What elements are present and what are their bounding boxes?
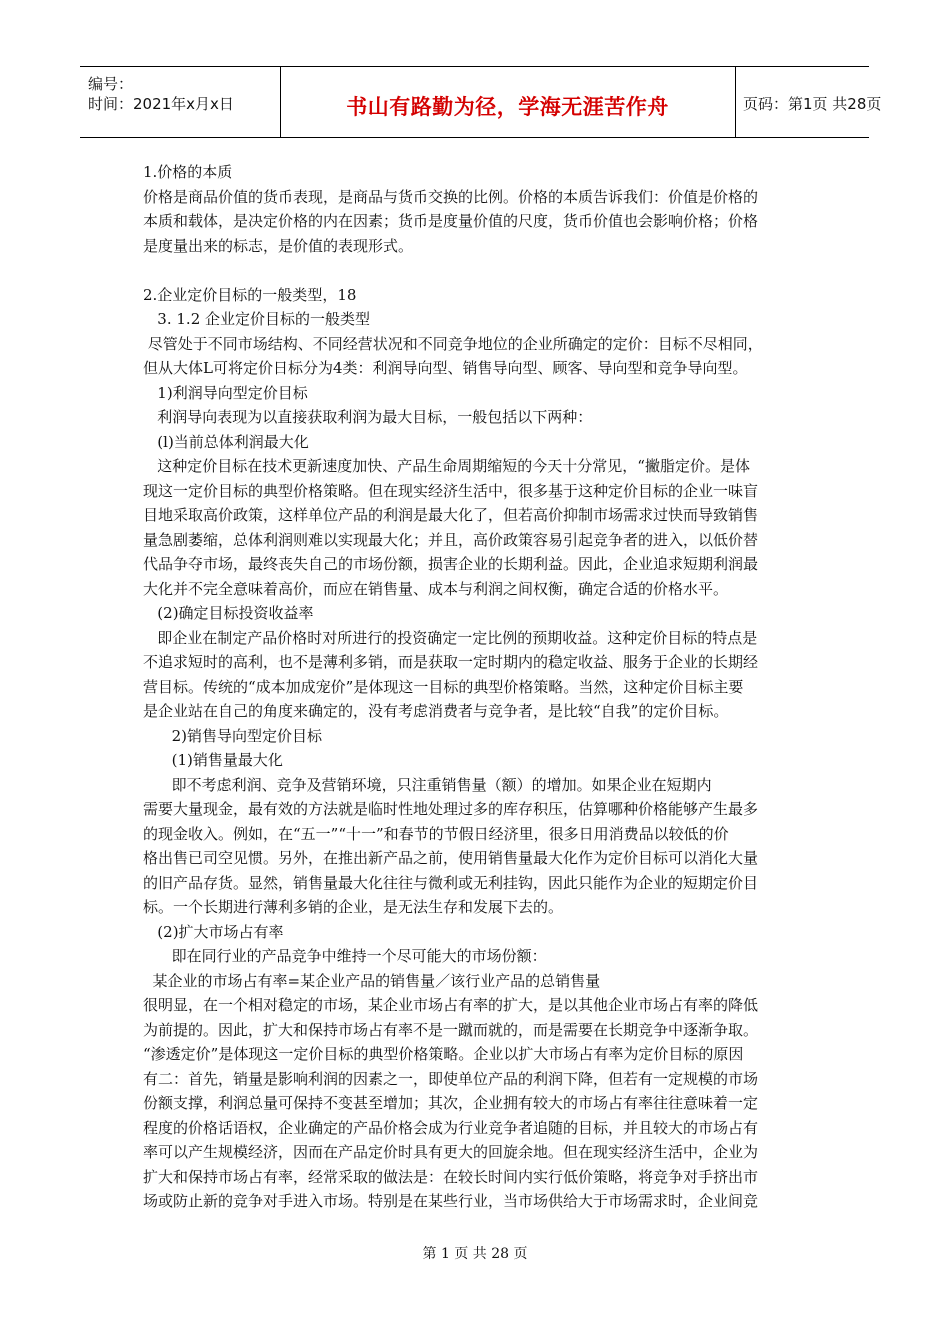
- text-line: 价格是商品价值的货币表现，是商品与货币交换的比例。价格的本质告诉我们：价值是价格的: [143, 187, 759, 206]
- text-line: 即不考虑利润、竞争及营销环境，只注重销售量（额）的增加。如果企业在短期内: [143, 775, 712, 794]
- text-line: (l)当前总体利润最大化: [143, 432, 309, 451]
- text-line: 本质和载体，是决定价格的内在因素；货币是度量价值的尺度，货币价值也会影响价格；价格: [143, 212, 759, 230]
- text-line: 需要大量现金，最有效的方法就是临时性地处理过多的库存积压，估算哪种价格能够产生最多: [143, 800, 759, 818]
- header-motto-cell: [280, 67, 736, 137]
- text-line: 2)销售导向型定价目标: [143, 726, 323, 745]
- text-line: 即企业在制定产品价格时对所进行的投资确定一定比例的预期收益。这种定价目标的特点是: [143, 628, 758, 647]
- text-line: 但从大体L可将定价日标分为4类：利润导向型、销售导向型、顾客、导向型和竞争导向型。: [143, 359, 748, 377]
- date-label: 时间：2021年x月x日: [88, 95, 234, 113]
- text-line: 2.企业定价目标的一般类型，18: [143, 285, 357, 304]
- page-number-label: 页码：第1页 共28页: [743, 95, 882, 113]
- motto-text: 书山有路勤为径，学海无涯苦作舟: [346, 95, 669, 119]
- text-line: 营目标。传统的“成本加成宠价”是体现这一目标的典型价格策略。当然，这种定价目标主要: [143, 677, 744, 696]
- text-line: 很明显，在一个相对稳定的市场，某企业市场占有率的扩大，是以其他企业市场占有率的降低: [143, 996, 759, 1014]
- text-line: 3. 1.2 企业定价目标的一般类型: [143, 310, 371, 328]
- text-line: 有二：首先，销量是影响利润的因素之一，即使单位产品的利润下降，但若有一定规模的市场: [143, 1069, 759, 1088]
- text-line: 格出售已司空见惯。另外，在推出新产品之前，使用销售量最大化作为定价目标可以消化大量: [143, 849, 759, 867]
- text-line: 份额支撑，利润总量可保持不变甚至增加；其次，企业拥有较大的市场占有率往往意味着一定: [143, 1094, 759, 1112]
- text-line: 某企业的市场占有率=某企业产品的销售量／该行业产品的总销售量: [143, 971, 601, 990]
- text-line: 大化并不完全意味着高价，而应在销售量、成本与利润之间权衡，确定合适的价格水平。: [143, 579, 729, 598]
- header-info-cell: [80, 67, 281, 137]
- text-line: 为前提的。因此，扩大和保持市场占有率不是一蹴而就的，而是需要在长期竞争中逐渐争取。: [143, 1020, 759, 1039]
- text-line: 率可以产生规模经济，因而在产品定价时具有更大的回旋余地。但在现实经济生活中，企业为: [143, 1143, 759, 1161]
- text-line: 1.价格的本质: [143, 163, 233, 181]
- text-line: 目地采取高价政策，这样单位产品的利润是最大化了，但若高价抑制市场需求过快而导致销售: [143, 506, 759, 524]
- text-line: 即在同行业的产品竞争中维持一个尽可能大的市场份额：: [143, 947, 547, 965]
- text-line: (2)确定目标投资收益率: [143, 604, 314, 622]
- text-line: 不追求短时的高利，也不是薄利多销，而是获取一定时期内的稳定收益、服务于企业的长期经: [143, 653, 759, 671]
- text-line: 扩大和保持市场占有率，经常采取的做法是：在较长时间内实行低价策略，将竞争对手挤出市: [143, 1167, 759, 1186]
- text-line: 尽管处于不同市场结构、不同经营状况和不同竞争地位的企业所确定的定价：目标不尽相同，: [143, 334, 763, 353]
- document-body: [143, 160, 813, 1214]
- header-page-cell: [735, 67, 882, 137]
- text-line: 程度的价格话语权，企业确定的产品价格会成为行业竞争者追随的目标，并且较大的市场占有: [143, 1118, 759, 1137]
- text-line: 标。一个长期进行薄利多销的企业，是无法生存和发展下去的。: [143, 898, 564, 916]
- text-line: 利润导向表现为以直接获取利润为最大目标，一般包括以下两种：: [143, 408, 593, 426]
- text-line: (1)销售量最大化: [143, 751, 283, 769]
- text-line: 这种定价目标在技术更新速度加快、产品生命周期缩短的今天十分常见，“撇脂定价。是体: [143, 457, 750, 475]
- text-line: 的现金收入。例如，在“五一”“十一”和春节的节假日经济里，很多日用消费品以较低的价: [143, 824, 729, 843]
- text-line: 1)利润导向型定价目标: [143, 383, 308, 402]
- text-line: “渗透定价”是体现这一定价目标的典型价格策略。企业以扩大市场占有率为定价目标的原因: [143, 1045, 744, 1063]
- text-line: 的旧产品存货。显然，销售量最大化往往与微利或无利挂钩，因此只能作为企业的短期定价目: [143, 873, 759, 892]
- text-line: (2)扩大市场占有率: [143, 922, 284, 941]
- text-line: 量急剧萎缩，总体利润则难以实现最大化；并且，高价政策容易引起竞争者的进入，以低价替: [143, 530, 759, 549]
- text-line: 代品争夺市场，最终丧失自己的市场份额，损害企业的长期利益。因此，企业追求短期利润最: [143, 555, 759, 573]
- text-line: 是企业站在自己的角度来确定的，没有考虑消费者与竞争者，是比较“自我”的定价目标。: [143, 702, 729, 720]
- text-line: 是度量出来的标志，是价值的表现形式。: [143, 236, 414, 255]
- text-line: 现这一定价目标的典型价格策略。但在现实经济生活中，很多基于这种定价目标的企业一味盲: [143, 481, 759, 500]
- page-footer: 第 1 页 共 28 页: [422, 1246, 528, 1262]
- number-label: 编号：: [88, 75, 134, 93]
- text-line: [143, 258, 813, 283]
- text-line: 场或防止新的竞争对手进入市场。特别是在某些行业，当市场供给大于市场需求时，企业间竞: [143, 1192, 759, 1210]
- page-header: [80, 66, 882, 138]
